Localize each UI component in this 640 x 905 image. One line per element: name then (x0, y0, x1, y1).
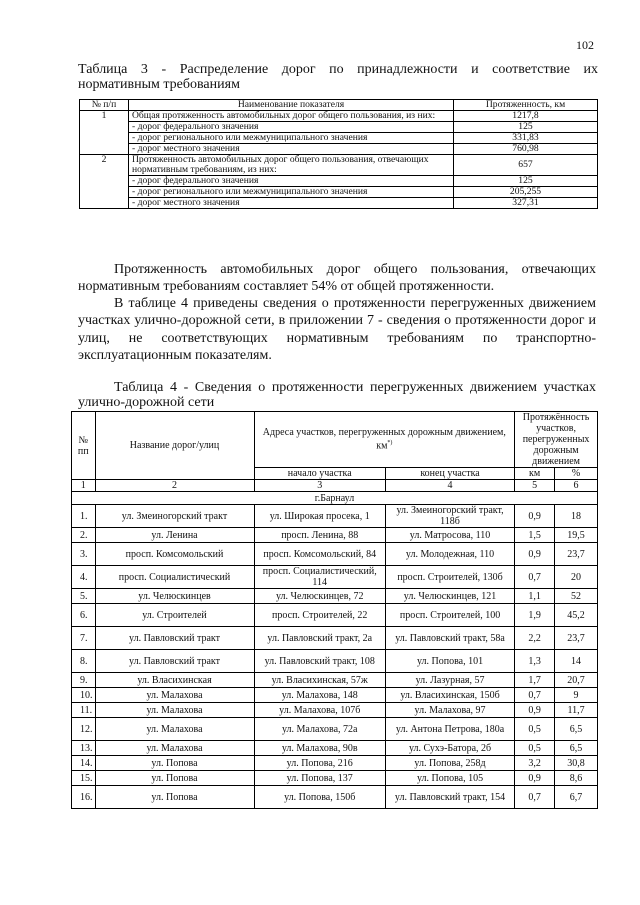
table3-row (80, 133, 598, 144)
table4-cell-end: ул. Челюскинцев, 121 (385, 589, 514, 604)
table4-cell-num: 10. (72, 688, 96, 703)
table4-cell-num: 15. (72, 771, 96, 786)
table4-cell-end: ул. Павловский тракт, 154 (385, 786, 514, 809)
table4-cell-num: 8. (72, 650, 96, 673)
table4-cell-name: просп. Социалистический (95, 566, 254, 589)
table4-cell-num: 14. (72, 756, 96, 771)
table4-index-cell: 4 (385, 480, 514, 492)
table4-cell-end: ул. Антона Петрова, 180а (385, 718, 514, 741)
table4-cell-num: 12. (72, 718, 96, 741)
table3-row-value: 205,255 (454, 187, 598, 198)
table4-cell-pct: 19,5 (555, 528, 598, 543)
table4-cell-km: 0,7 (515, 566, 555, 589)
table3-row (80, 122, 598, 133)
table4-cell-pct: 11,7 (555, 703, 598, 718)
table4-cell-num: 2. (72, 528, 96, 543)
table3-row-value: 327,31 (454, 198, 598, 209)
table3-row (80, 198, 598, 209)
table4-cell-start: ул. Попова, 137 (254, 771, 385, 786)
table4-row (72, 771, 598, 786)
table3-row-name: - дорог регионального или межмуниципального значения (129, 133, 454, 144)
table4-cell-pct: 23,7 (555, 627, 598, 650)
table4-cell-name: ул. Попова (95, 786, 254, 809)
table4-row (72, 604, 598, 627)
table4-cell-name: ул. Малахова (95, 741, 254, 756)
table4-cell-num: 16. (72, 786, 96, 809)
table4-cell-name: ул. Малахова (95, 703, 254, 718)
table3-row-value: 125 (454, 122, 598, 133)
table4-cell-pct: 14 (555, 650, 598, 673)
table4-cell-start: ул. Павловский тракт, 2а (254, 627, 385, 650)
table3-caption (78, 62, 598, 92)
table3-row-name: - дорог местного значения (129, 144, 454, 155)
table4-cell-km: 1,7 (515, 673, 555, 688)
table4-cell-start: ул. Павловский тракт, 108 (254, 650, 385, 673)
table3-header-num: № п/п (80, 100, 129, 111)
table4-row (72, 718, 598, 741)
table4-index-cell: 3 (254, 480, 385, 492)
table4-cell-end: ул. Змеиногорский тракт, 118б (385, 505, 514, 528)
table4-cell-km: 1,9 (515, 604, 555, 627)
table3-row-value: 125 (454, 176, 598, 187)
table4-cell-start: просп. Строителей, 22 (254, 604, 385, 627)
table4-cell-start: ул. Малахова, 72а (254, 718, 385, 741)
table3-row-value: 657 (454, 155, 598, 176)
table4-cell-end: ул. Попова, 258д (385, 756, 514, 771)
table3-row-value: 760,98 (454, 144, 598, 155)
table4-cell-km: 0,7 (515, 688, 555, 703)
paragraph-1: Протяженность автомобильных дорог общего пользования, отвечающих нормативным требованиям составляет 54% от общей протяженности. (78, 262, 596, 295)
table3-header-name: Наименование показателя (129, 100, 454, 111)
table4-cell-name: ул. Ленина (95, 528, 254, 543)
table4-cell-start: ул. Попова, 150б (254, 786, 385, 809)
table4-cell-name: ул. Малахова (95, 688, 254, 703)
table4-caption: Таблица 4 - Сведения о протяженности перегруженных движением участках улично-дорожной сети (78, 380, 596, 410)
table4-index-row (72, 480, 598, 492)
table4-cell-num: 9. (72, 673, 96, 688)
table3-row (80, 111, 598, 122)
table3-row-name: - дорог местного значения (129, 198, 454, 209)
table4-row (72, 673, 598, 688)
table4-cell-end: просп. Строителей, 100 (385, 604, 514, 627)
table4-cell-km: 2,2 (515, 627, 555, 650)
table4-cell-pct: 30,8 (555, 756, 598, 771)
table4-cell-end: ул. Власихинская, 150б (385, 688, 514, 703)
table4-cell-km: 0,9 (515, 703, 555, 718)
table4-cell-pct: 52 (555, 589, 598, 604)
table4-cell-name: просп. Комсомольский (95, 543, 254, 566)
table4-cell-num: 6. (72, 604, 96, 627)
table3-row-name: - дорог федерального значения (129, 122, 454, 133)
table4-cell-pct: 18 (555, 505, 598, 528)
table4-row (72, 627, 598, 650)
table4-cell-num: 3. (72, 543, 96, 566)
table3-row-name: Протяженность автомобильных дорог общего пользования, отвечающих нормативным требованиям, из них: (129, 155, 454, 176)
table4-city: г.Барнаул (72, 492, 598, 505)
table4-cell-num: 1. (72, 505, 96, 528)
table4-header-km: км (515, 468, 555, 480)
table4-cell-start: ул. Власихинская, 57ж (254, 673, 385, 688)
table4-cell-name: ул. Власихинская (95, 673, 254, 688)
table4-cell-end: ул. Лазурная, 57 (385, 673, 514, 688)
table4-cell-start: просп. Комсомольский, 84 (254, 543, 385, 566)
table4-header-name: Название дорог/улиц (95, 412, 254, 480)
table4-cell-km: 0,5 (515, 718, 555, 741)
table4-row (72, 566, 598, 589)
table3-row-name: - дорог федерального значения (129, 176, 454, 187)
table4-cell-km: 0,9 (515, 771, 555, 786)
table3-row-name: - дорог регионального или межмуниципального значения (129, 187, 454, 198)
table4-cell-name: ул. Павловский тракт (95, 650, 254, 673)
table4-row (72, 589, 598, 604)
table4-row (72, 528, 598, 543)
table3-row-name: Общая протяженность автомобильных дорог общего пользования, из них: (129, 111, 454, 122)
table4-cell-num: 5. (72, 589, 96, 604)
table4-cell-end: ул. Матросова, 110 (385, 528, 514, 543)
table4-header-length: Протяжённость участков, перегруженных дорожным движением (515, 412, 598, 468)
table4-cell-name: ул. Попова (95, 756, 254, 771)
table4-cell-name: ул. Челюскинцев (95, 589, 254, 604)
table4-row (72, 741, 598, 756)
table4-header-end: конец участка (385, 468, 514, 480)
table4-cell-start: ул. Челюскинцев, 72 (254, 589, 385, 604)
table4-cell-start: ул. Широкая просека, 1 (254, 505, 385, 528)
table4-index-cell: 5 (515, 480, 555, 492)
table4-header-address-text: Адреса участков, перегруженных дорожным движением, км (262, 427, 506, 452)
table3-row (80, 155, 598, 176)
table3-header-length: Протяженность, км (454, 100, 598, 111)
table4-cell-name: ул. Малахова (95, 718, 254, 741)
table4-row (72, 703, 598, 718)
table4-cell-name: ул. Попова (95, 771, 254, 786)
table3-row (80, 176, 598, 187)
table4-cell-start: ул. Попова, 216 (254, 756, 385, 771)
table4-cell-end: ул. Сухэ-Батора, 2б (385, 741, 514, 756)
table4-cell-start: просп. Социалистический, 114 (254, 566, 385, 589)
table4-index-cell: 6 (555, 480, 598, 492)
table4-cell-pct: 6,7 (555, 786, 598, 809)
table4-cell-end: ул. Попова, 101 (385, 650, 514, 673)
table4-cell-km: 3,2 (515, 756, 555, 771)
table3-row-value: 1217,8 (454, 111, 598, 122)
table4-cell-name: ул. Строителей (95, 604, 254, 627)
table4-index-cell: 1 (72, 480, 96, 492)
table4-header-pct: % (555, 468, 598, 480)
table3-row (80, 187, 598, 198)
table4-cell-name: ул. Змеиногорский тракт (95, 505, 254, 528)
table4-cell-pct: 6,5 (555, 718, 598, 741)
table4-cell-pct: 9 (555, 688, 598, 703)
table4-cell-end: ул. Павловский тракт, 58а (385, 627, 514, 650)
table4-cell-pct: 45,2 (555, 604, 598, 627)
table4-cell-km: 0,9 (515, 543, 555, 566)
table4-cell-km: 1,1 (515, 589, 555, 604)
paragraph-2: В таблице 4 приведены сведения о протяженности перегруженных движением участках улично-дорожной сети, в приложении 7 - сведения о протяженности дорог и улиц, не соответствующих нормативным требованиям по транспортно-эксплуатационным показателям. (78, 296, 596, 364)
table4-cell-km: 0,7 (515, 786, 555, 809)
table4-row (72, 756, 598, 771)
table4-header-address (254, 412, 515, 468)
table4-cell-pct: 6,5 (555, 741, 598, 756)
table4-row (72, 786, 598, 809)
table4-row (72, 543, 598, 566)
table4-cell-start: ул. Малахова, 107б (254, 703, 385, 718)
table4-cell-pct: 23,7 (555, 543, 598, 566)
table4-cell-pct: 20,7 (555, 673, 598, 688)
table4-cell-end: просп. Строителей, 130б (385, 566, 514, 589)
table4-cell-km: 1,3 (515, 650, 555, 673)
table4-cell-km: 0,5 (515, 741, 555, 756)
table3-row-num: 2 (80, 155, 129, 209)
table4-cell-pct: 20 (555, 566, 598, 589)
table3-caption-line2: нормативным требованиям (78, 77, 240, 92)
table4-header-num: № пп (72, 412, 96, 480)
table3 (79, 99, 598, 209)
table4-row (72, 688, 598, 703)
table4-cell-num: 11. (72, 703, 96, 718)
table4-row (72, 505, 598, 528)
table4-cell-pct: 8,6 (555, 771, 598, 786)
table4-city-row (72, 492, 598, 505)
table3-row (80, 144, 598, 155)
table4-cell-num: 4. (72, 566, 96, 589)
table3-row-value: 331,83 (454, 133, 598, 144)
table4-cell-num: 13. (72, 741, 96, 756)
table3-row-num: 1 (80, 111, 129, 155)
table4-cell-km: 1,5 (515, 528, 555, 543)
table4-cell-end: ул. Малахова, 97 (385, 703, 514, 718)
table4-cell-end: ул. Молодежная, 110 (385, 543, 514, 566)
table4-row (72, 650, 598, 673)
table3-caption-line1: Таблица 3 - Распределение дорог по принадлежности и соответствие их (78, 62, 598, 77)
table4-cell-end: ул. Попова, 105 (385, 771, 514, 786)
table4-cell-num: 7. (72, 627, 96, 650)
table4 (71, 411, 598, 809)
table4-index-cell: 2 (95, 480, 254, 492)
table4-cell-start: ул. Малахова, 90в (254, 741, 385, 756)
table4-cell-start: просп. Ленина, 88 (254, 528, 385, 543)
table4-header-start: начало участка (254, 468, 385, 480)
table4-cell-start: ул. Малахова, 148 (254, 688, 385, 703)
table4-cell-km: 0,9 (515, 505, 555, 528)
table4-cell-name: ул. Павловский тракт (95, 627, 254, 650)
table4-header-address-sup: *) (387, 440, 393, 447)
page-number: 102 (576, 38, 594, 52)
